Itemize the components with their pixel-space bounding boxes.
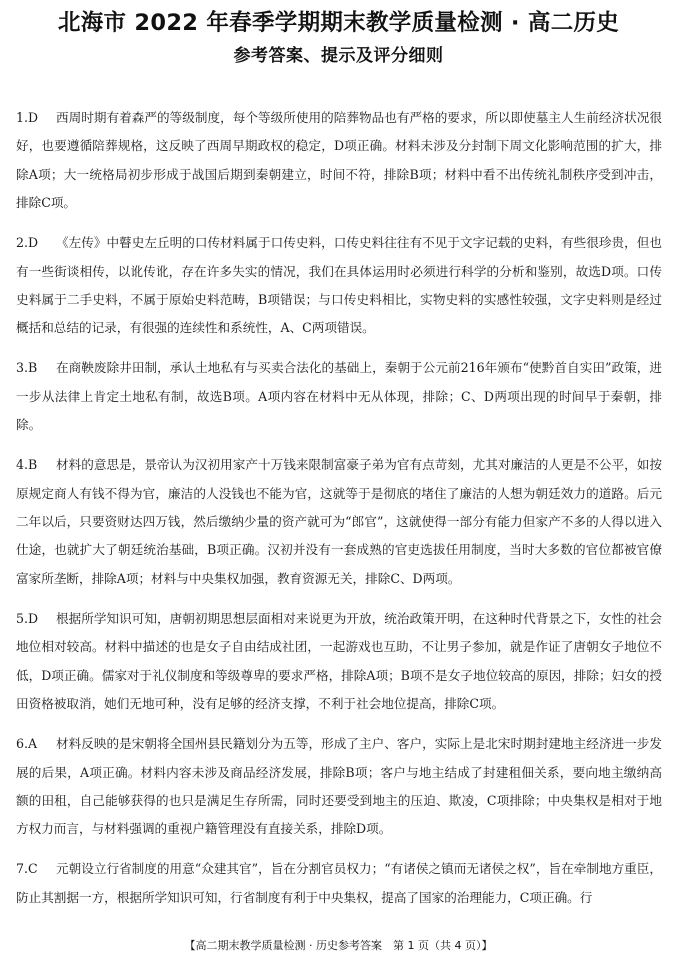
answer-item-4 (16, 451, 662, 593)
page-title: 北海市 2022 年春季学期期末教学质量检测 · 高二历史 (57, 10, 620, 36)
question-number: 5. (16, 610, 29, 626)
answer-letter: B (28, 457, 38, 473)
answer-explanation: 在商鞅废除井田制，承认土地私有与买卖合法化的基础上，秦朝于公元前216年颁布“使黔首自实田”政策，进一步从法律上肯定土地私有制，故选B项。A项内容在材料中无从体现，排除；C、D两项出现的时间早于秦朝，排除。 (16, 360, 662, 433)
question-number: 3. (16, 360, 29, 376)
answer-list (16, 104, 662, 924)
answer-item-7 (16, 855, 662, 912)
question-number: 1. (16, 110, 29, 125)
answer-item-2 (16, 229, 662, 343)
answer-item-1 (16, 104, 662, 218)
question-number: 4. (16, 457, 29, 473)
answer-item-label (16, 104, 56, 132)
answer-item-label (16, 730, 56, 758)
answer-item-label (16, 855, 56, 883)
page-subtitle: 参考答案、提示及评分细则 (233, 46, 444, 66)
question-number: 7. (16, 861, 29, 877)
answer-letter: D (28, 610, 39, 626)
answer-item-6 (16, 730, 662, 844)
answer-letter: C (28, 861, 38, 877)
answer-explanation: 《左传》中瞽史左丘明的口传材料属于口传史料，口传史料往往有不见于文字记载的史料，有些很珍贵，但也有一些街谈相传，以讹传讹，存在许多失实的情况，我们在具体运用时必须进行科学的分析和鉴别，故选D项。口传史料属于二手史料，不属于原始史料范畴，B项错误；与口传史料相比，实物史料的实感性较强，文字史料则是经过概括和总结的记录，有很强的连续性和系统性，A、C两项错误。 (16, 235, 662, 336)
answer-item-label (16, 605, 56, 633)
answer-item-3 (16, 354, 662, 439)
answer-explanation: 根据所学知识可知，唐朝初期思想层面相对来说更为开放，统治政策开明，在这种时代背景之下，女性的社会地位相对较高。材料中描述的也是女子自由结成社团，一起游戏也互助，不让男子参加，就是作证了唐朝女子地位不低，D项正确。儒家对于礼仪制度和等级尊卑的要求严格，排除A项；B项不是女子地位较高的原因，排除；妇女的授田资格被取消，她们无地可种，没有足够的经济支撑，不利于社会地位提高，排除C项。 (16, 610, 662, 712)
question-number: 2. (16, 235, 29, 251)
answer-explanation: 西周时期有着森严的等级制度，每个等级所使用的陪葬物品也有严格的要求，所以即使墓主人生前经济状况很好，也要遵循陪葬规格，这反映了西周早期政权的稳定，D项正确。材料未涉及分封制下周文化影响范围的扩大，排除A项；大一统格局初步形成于战国后期到秦朝建立，时间不符，排除B项；材料中看不出传统礼制秩序受到冲击，排除C项。 (16, 110, 662, 211)
answer-letter: A (28, 736, 38, 752)
answer-explanation: 材料反映的是宋朝将全国州县民籍划分为五等，形成了主户、客户，实际上是北宋时期封建地主经济进一步发展的后果，A项正确。材料内容未涉及商品经济发展，排除B项；客户与地主结成了封建租佃关系，要向地主缴纳高额的田租，自己能够获得的也只是满足生存所需，同时还要受到地主的压迫、欺凌，C项排除；中央集权是相对于地方权力而言，与材料强调的重视户籍管理没有直接关系，排除D项。 (16, 736, 662, 837)
question-number: 6. (16, 736, 29, 752)
answer-item-label (16, 354, 56, 382)
page-footer: 【高二期末教学质量检测 · 历史参考答案 第 1 页（共 4 页）】 (184, 939, 493, 952)
answer-item-label (16, 451, 56, 479)
answer-item-label (16, 229, 56, 257)
answer-explanation: 材料的意思是，景帝认为汉初用家产十万钱来限制富豪子弟为官有点苛刻，尤其对廉洁的人更是不公平，如按原规定商人有钱不得为官，廉洁的人没钱也不能为官，这就等于是彻底的堵住了廉洁的人想为朝廷效力的道路。后元二年以后，只要资财达四万钱，然后缴纳少量的资产就可为“郎官”，这就使得一部分有能力但家产不多的人得以进入仕途，也就扩大了朝廷统治基础，B项正确。汉初并没有一套成熟的官吏选拔任用制度，当时大多数的官位都被官僚富家所垄断，排除A项；材料与中央集权加强，教育资源无关，排除C、D两项。 (16, 457, 662, 586)
answer-item-5 (16, 605, 662, 719)
answer-letter: D (28, 235, 39, 251)
answer-letter: B (28, 360, 38, 376)
answer-explanation: 元朝设立行省制度的用意“众建其官”，旨在分割官员权力；“有诸侯之镇而无诸侯之权”，旨在牵制地方重臣，防止其割据一方，根据所学知识可知，行省制度有利于中央集权，提高了国家的治理能力，C项正确。行 (16, 861, 662, 905)
answer-letter: D (28, 110, 39, 125)
